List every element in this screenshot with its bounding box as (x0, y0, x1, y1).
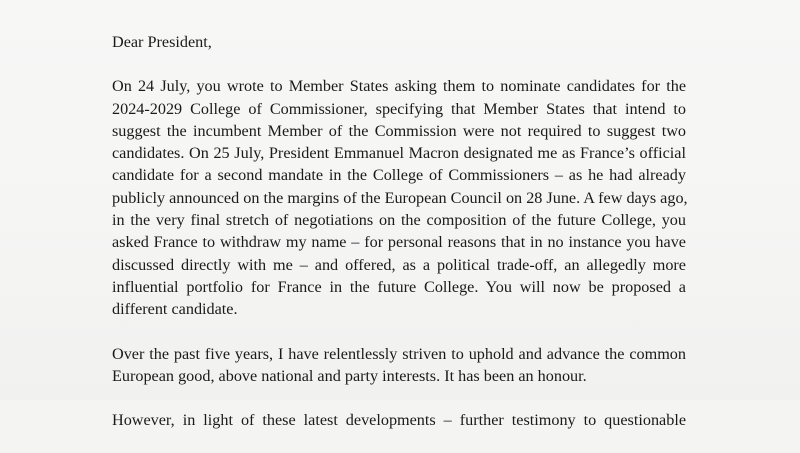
text-line: different candidate. (112, 300, 238, 319)
paragraph-1 (112, 75, 686, 320)
text-line: discussed directly with me – and offered, as a political trade-off, an allegedly more (112, 255, 686, 274)
paragraph-2 (112, 343, 686, 388)
text-line: in the very final stretch of negotiations on the composition of the future College, you (112, 211, 686, 230)
paragraph-3 (112, 409, 686, 431)
text-line: publicly announced on the margins of the European Council on 28 June. A few days ago, (112, 188, 688, 207)
text-line: However, in light of these latest developments – further testimony to questionable (112, 411, 686, 430)
salutation: Dear President, (112, 33, 212, 51)
letter-body (112, 31, 686, 453)
text-line: candidate for a second mandate in the College of Commissioners – as he had already (112, 166, 686, 185)
text-line: candidates. On 25 July, President Emmanuel Macron designated me as France’s official (112, 144, 686, 163)
text-line: On 24 July, you wrote to Member States asking them to nominate candidates for the (112, 77, 686, 96)
text-line: asked France to withdraw my name – for personal reasons that in no instance you have (112, 233, 686, 252)
text-line: influential portfolio for France in the future College. You will now be proposed a (112, 277, 686, 296)
text-line: Over the past five years, I have relentlessly striven to uphold and advance the common (112, 344, 686, 363)
text-line: 2024-2029 College of Commissioner, specifying that Member States that intend to (112, 99, 686, 118)
paragraphs (112, 75, 686, 431)
text-line: suggest the incumbent Member of the Commission were not required to suggest two (112, 121, 686, 140)
text-line: European good, above national and party interests. It has been an honour. (112, 366, 587, 385)
